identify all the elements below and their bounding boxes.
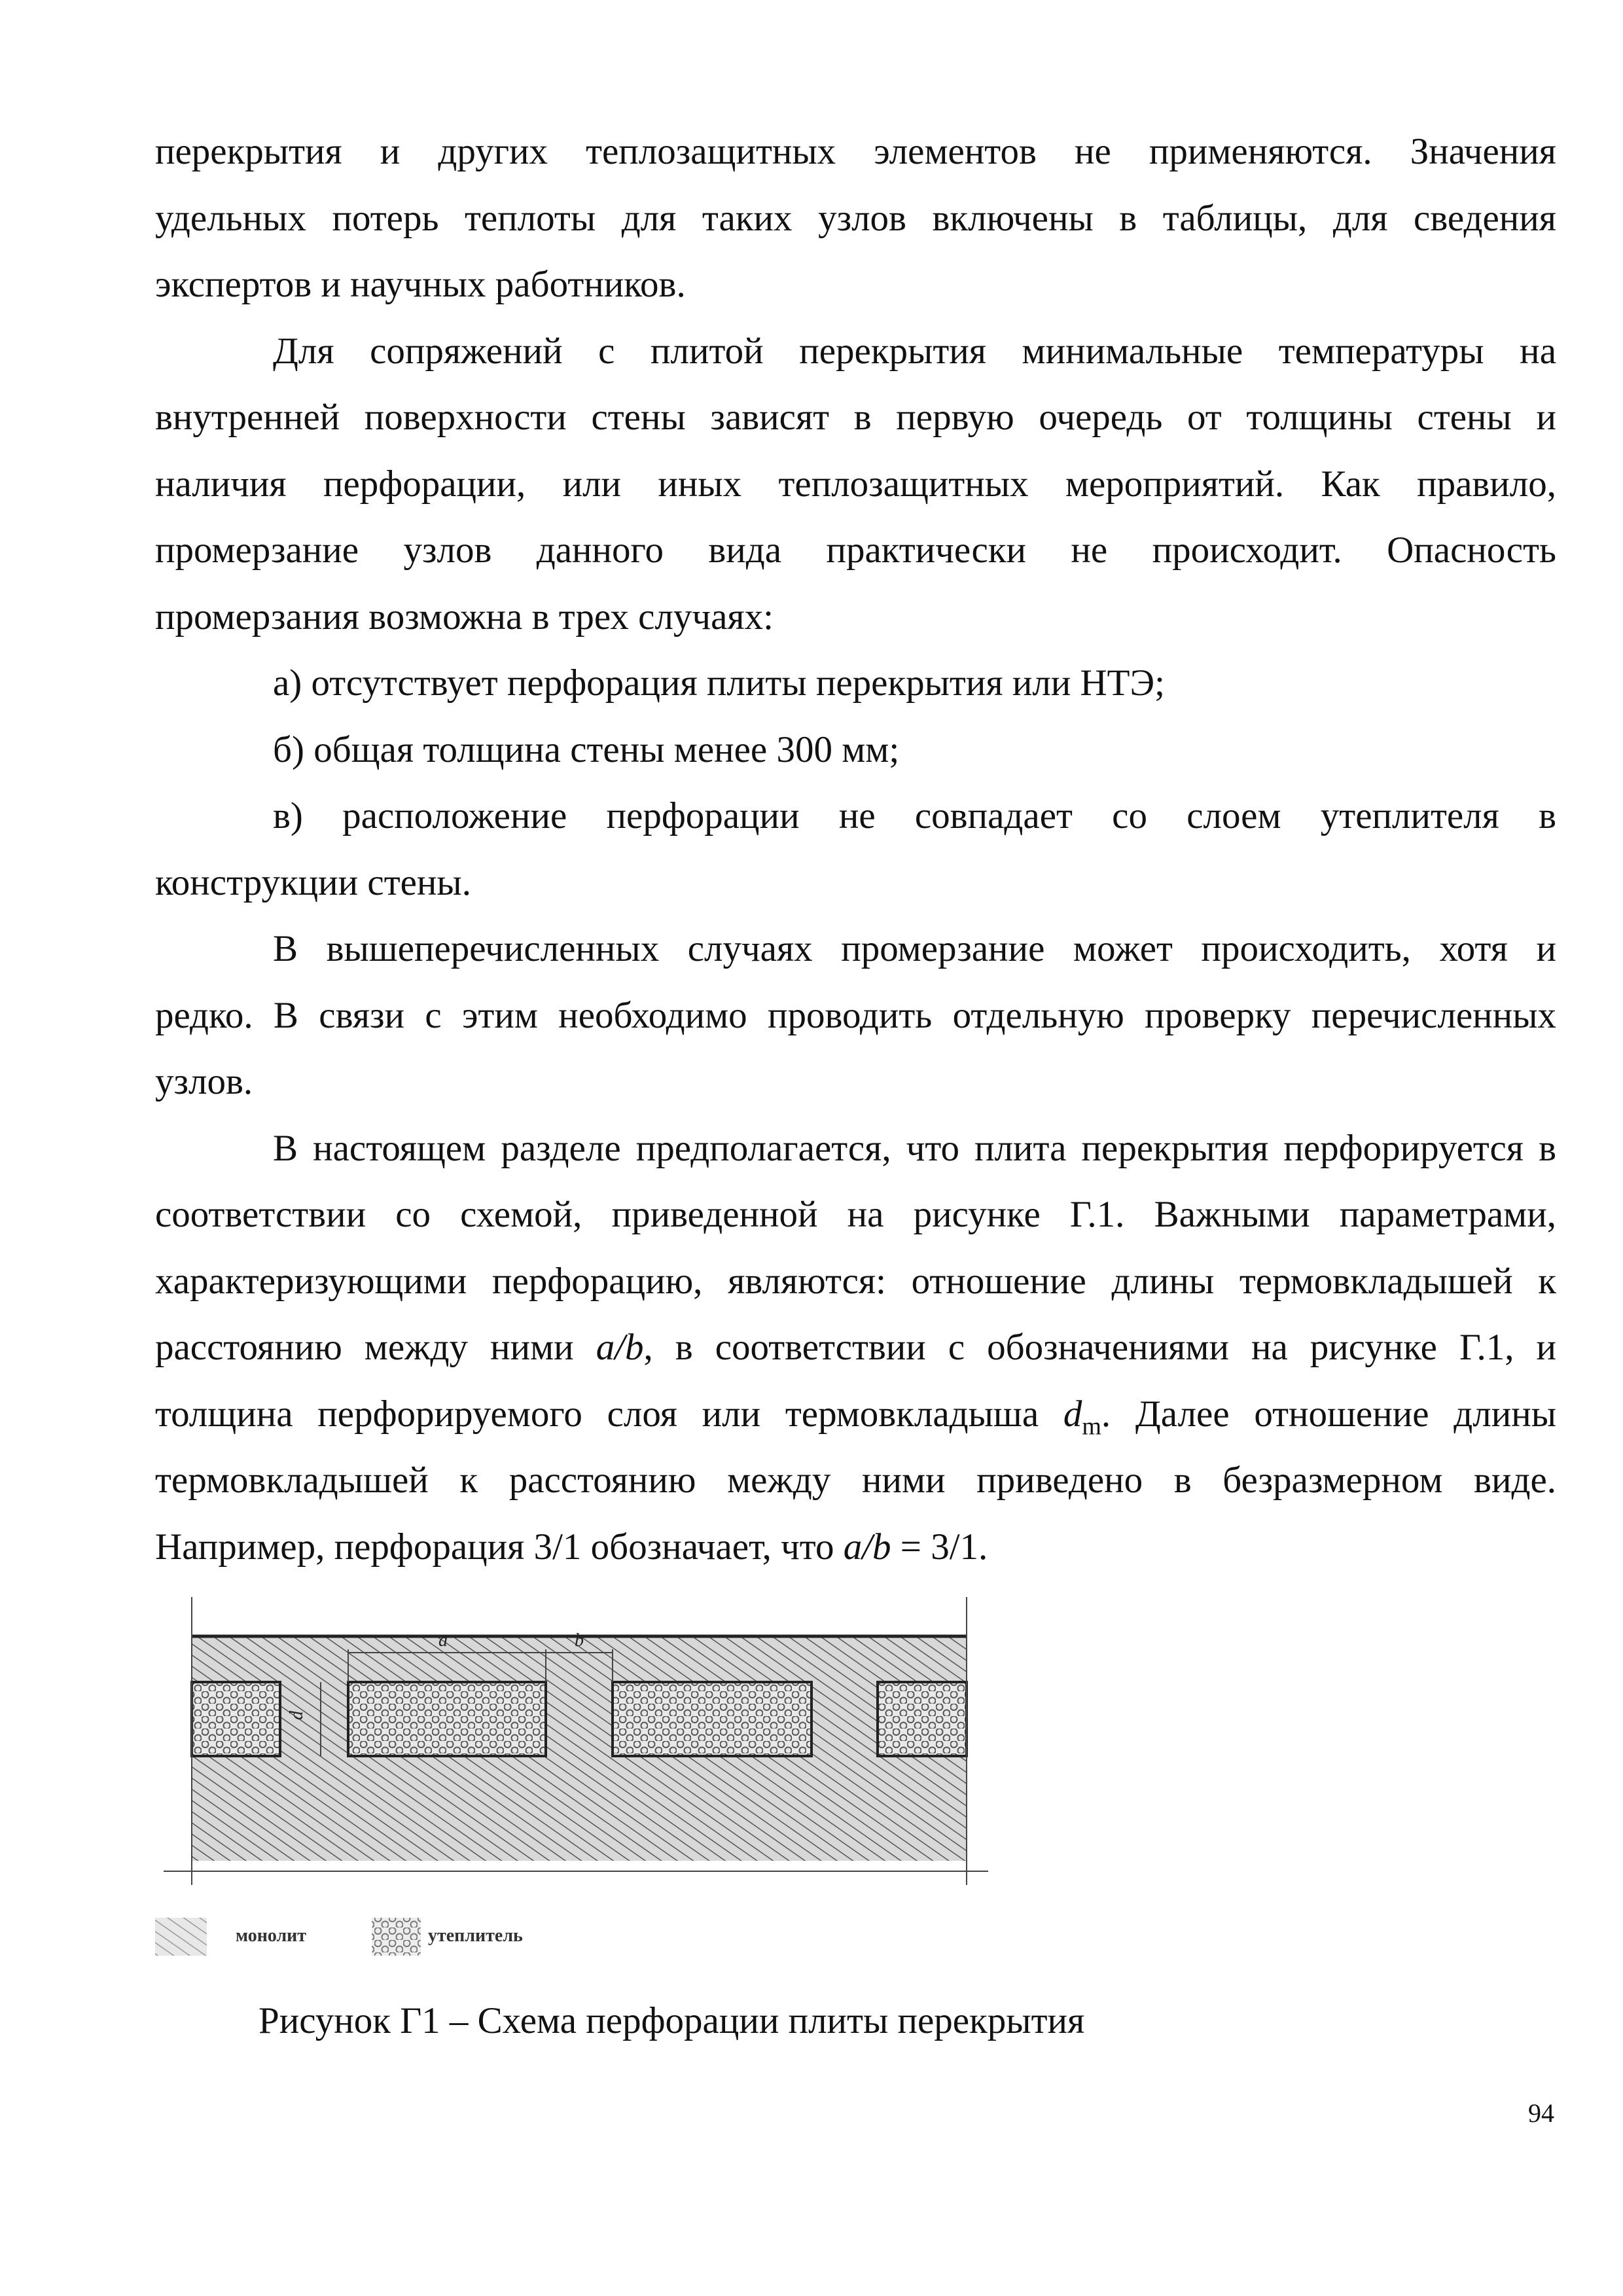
text-segment: , в соответствии с обозначениями на рисунке Г.1, и xyxy=(643,1327,1556,1368)
text-segment: Например, перфорация 3/1 обозначает, что xyxy=(155,1526,844,1568)
text-segment: промерзание узлов данного вида практически не происходит. Опасность xyxy=(155,529,1556,571)
text-segment: = 3/1. xyxy=(891,1526,988,1568)
text-segment: толщина перфорируемого слоя или термовкладыша xyxy=(155,1393,1063,1435)
text-segment: соответствии со схемой, приведенной на рисунке Г.1. Важными параметрами, xyxy=(155,1194,1556,1235)
page-number: 94 xyxy=(1528,2098,1554,2128)
text-segment: характеризующими перфорацию, являются: отношение длины термовкладышей к xyxy=(155,1260,1556,1302)
text-segment: в) расположение перфорации не совпадает со слоем утеплителя в xyxy=(273,795,1556,836)
text-segment: термовкладышей к расстоянию между ними приведено в безразмерном виде. xyxy=(155,1460,1556,1501)
text-segment: узлов. xyxy=(155,1061,253,1102)
text-segment: редко. В связи с этим необходимо проводить отдельную проверку перечисленных xyxy=(155,994,1556,1036)
monolith-slab xyxy=(192,1636,967,1861)
text-segment: удельных потерь теплоты для таких узлов включены в таблицы, для сведения xyxy=(155,197,1556,239)
text-segment: . Далее отношение длины xyxy=(1101,1393,1556,1435)
dimension-b-label: b xyxy=(575,1630,584,1651)
text-segment: промерзания возможна в трех случаях: xyxy=(155,596,774,637)
text-segment: наличия перфорации, или иных теплозащитных мероприятий. Как правило, xyxy=(155,463,1556,505)
dimension-d-label: d xyxy=(287,1711,307,1720)
legend-label-monolith: монолит xyxy=(236,1926,307,1946)
italic-symbol: d xyxy=(1063,1393,1082,1435)
hatch-swatch-icon xyxy=(155,1918,207,1956)
text-segment: а) отсутствует перфорация плиты перекрытия или НТЭ; xyxy=(273,662,1165,704)
text-segment: экспертов и научных работников. xyxy=(155,264,686,305)
subscript: m xyxy=(1082,1412,1101,1440)
text-segment: внутренней поверхности стены зависят в первую очередь от толщины стены и xyxy=(155,397,1556,438)
text-segment: В вышеперечисленных случаях промерзание может происходить, хотя и xyxy=(273,928,1556,969)
italic-symbol: a/b xyxy=(843,1526,891,1568)
text-segment: конструкции стены. xyxy=(155,861,471,903)
honeycomb-swatch-icon xyxy=(372,1918,421,1956)
italic-symbol: a/b xyxy=(596,1327,644,1368)
text-segment: б) общая толщина стены менее 300 мм; xyxy=(273,728,900,770)
legend-label-insulation: утеплитель xyxy=(428,1926,523,1946)
text-segment: перекрытия и других теплозащитных элементов не применяются. Значения xyxy=(155,131,1556,172)
text-segment: расстоянию между ними xyxy=(155,1327,596,1368)
figure-caption: Рисунок Г1 – Схема перфорации плиты перекрытия xyxy=(259,2000,1085,2041)
dimension-a-label: a xyxy=(438,1630,448,1651)
text-segment: Для сопряжений с плитой перекрытия минимальные температуры на xyxy=(273,330,1556,372)
text-segment: В настоящем разделе предполагается, что плита перекрытия перфорируется в xyxy=(273,1127,1556,1169)
